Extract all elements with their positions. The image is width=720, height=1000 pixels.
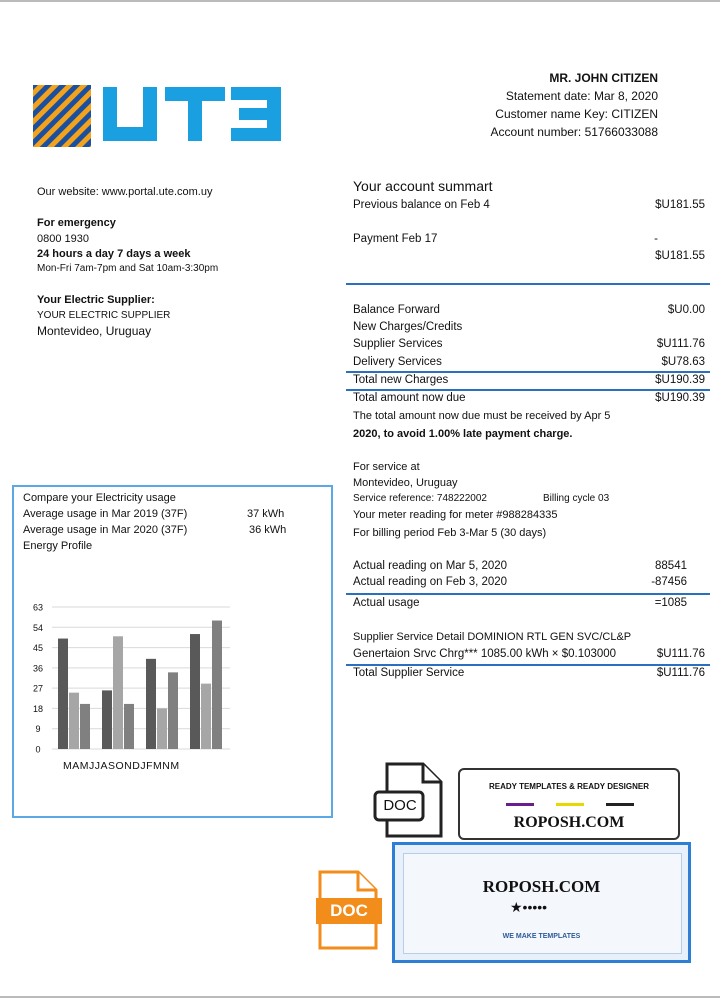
chart-y-tick-label: 18 <box>32 703 44 714</box>
supplier-detail-row <box>353 648 705 664</box>
stamp-site-top: ROPOSH.COM <box>513 814 625 831</box>
prev-balance-row <box>353 199 705 215</box>
service-reference: Service reference: 748222002 <box>353 493 487 504</box>
chart-bar <box>212 621 222 749</box>
actual-mar-value: 88541 <box>655 560 687 572</box>
total-new-row <box>353 374 705 390</box>
ute-logo <box>33 83 283 151</box>
supplier-detail-line-1: Supplier Service Detail DOMINION RTL GEN SVC/CL&P <box>353 631 632 643</box>
meter-reading: Your meter reading for meter #988284335 <box>353 509 558 521</box>
delivery-services-label: Delivery Services <box>353 356 442 368</box>
top-border <box>0 0 720 2</box>
customer-name: MR. JOHN CITIZEN <box>549 71 658 85</box>
total-due-row <box>353 392 705 408</box>
emergency-phone: 0800 1930 <box>37 233 89 245</box>
energy-profile-label: Energy Profile <box>23 540 93 552</box>
total-supplier-label: Total Supplier Service <box>353 667 465 679</box>
chart-y-tick-label: 0 <box>35 744 41 755</box>
payment-label: Payment Feb 17 <box>353 233 438 245</box>
chart-y-tick-label: 27 <box>32 683 44 694</box>
billing-cycle: Billing cycle 03 <box>543 493 610 504</box>
chart-y-tick-label: 63 <box>32 602 44 613</box>
customer-name-key: Customer name Key: CITIZEN <box>495 107 658 121</box>
website-line: Our website: www.portal.ute.com.uy <box>37 186 213 198</box>
actual-feb-label: Actual reading on Feb 3, 2020 <box>353 576 508 588</box>
prev-balance-label: Previous balance on Feb 4 <box>353 199 490 211</box>
stamp-site-bottom: ROPOSH.COM <box>482 877 601 896</box>
chart-bar <box>201 684 211 749</box>
usage-row1-label: Average usage in Mar 2019 (37F) <box>23 508 188 520</box>
doc-label-orange: DOC <box>330 901 368 920</box>
actual-usage-label: Actual usage <box>353 597 420 609</box>
payment-row <box>353 233 705 249</box>
supplier-name: YOUR ELECTRIC SUPPLIER <box>37 310 171 321</box>
total-supplier-value: $U111.76 <box>656 667 705 679</box>
energy-profile-chart <box>18 597 318 792</box>
chart-bar <box>113 636 123 749</box>
statement-date: Statement date: Mar 8, 2020 <box>505 89 658 103</box>
summary-title: Your account summart <box>353 178 493 194</box>
chart-y-tick-label: 54 <box>32 622 44 633</box>
chart-y-tick-label: 36 <box>32 663 44 674</box>
actual-feb-value: -87456 <box>651 576 687 588</box>
chart-bar <box>190 634 200 749</box>
supplier-detail-line-2: Genertaion Srvc Chrg*** 1085.00 kWh × $0.103000 <box>353 648 617 660</box>
actual-usage-row <box>353 597 705 613</box>
stamp-stars-icon: ★••••• <box>510 899 548 915</box>
new-charges-label: New Charges/Credits <box>353 321 463 333</box>
chart-bar <box>58 639 68 749</box>
for-service-at: For service at <box>353 461 420 473</box>
total-due-value: $U190.39 <box>655 392 705 404</box>
prev-balance-value: $U181.55 <box>655 199 705 211</box>
payment-value: $U181.55 <box>655 250 705 262</box>
billing-period: For billing period Feb 3-Mar 5 (30 days) <box>353 527 547 539</box>
balance-forward-value: $U0.00 <box>667 304 705 316</box>
delivery-services-row <box>353 356 705 372</box>
total-new-value: $U190.39 <box>655 374 705 386</box>
summary-divider <box>346 283 710 285</box>
doc-file-icon-dark <box>373 762 445 840</box>
template-stamp-bottom <box>392 842 691 963</box>
actual-mar-row <box>353 560 705 576</box>
chart-bar <box>102 690 112 749</box>
usage-title: Compare your Electricity usage <box>23 492 176 504</box>
total-new-label: Total new Charges <box>353 374 449 386</box>
chart-bar <box>69 693 79 749</box>
emergency-title: For emergency <box>37 217 116 229</box>
stamp-bar-yellow <box>556 803 584 806</box>
balance-forward-row <box>353 304 705 320</box>
supplier-city: Montevideo, Uruguay <box>37 324 152 338</box>
service-city: Montevideo, Uruguay <box>353 477 458 489</box>
usage-row2-value: 36 kWh <box>249 524 287 536</box>
template-stamp-top <box>458 768 680 840</box>
chart-x-tick-labels: MAMJJASONDJFMNM <box>63 760 180 772</box>
chart-bar <box>80 704 90 749</box>
stamp-tagline: WE MAKE TEMPLATES <box>502 933 581 940</box>
usage-divider <box>346 593 710 595</box>
chart-bar <box>157 708 167 749</box>
stamp-heading: READY TEMPLATES & READY DESIGNER <box>488 782 650 791</box>
payment-dash: - <box>654 233 658 245</box>
usage-row1-value: 37 kWh <box>247 508 285 520</box>
account-number: Account number: 51766033088 <box>490 125 658 139</box>
actual-feb-row <box>353 576 705 592</box>
doc-label-dark: DOC <box>383 797 417 814</box>
supplier-services-label: Supplier Services <box>353 338 443 350</box>
bottom-border <box>0 996 720 998</box>
total-due-label: Total amount now due <box>353 392 466 404</box>
supplier-divider <box>346 664 710 666</box>
due-note-2: 2020, to avoid 1.00% late payment charge. <box>353 428 573 440</box>
payment-value-row <box>353 250 705 266</box>
office-hours: Mon-Fri 7am-7pm and Sat 10am-3:30pm <box>37 263 219 274</box>
balance-forward-label: Balance Forward <box>353 304 440 316</box>
charges-divider <box>346 371 710 373</box>
chart-bar <box>124 704 134 749</box>
usage-comparison-box <box>12 485 333 818</box>
supplier-title: Your Electric Supplier: <box>37 294 155 306</box>
stamp-bar-black <box>606 803 634 806</box>
chart-y-tick-label: 9 <box>35 724 41 735</box>
supplier-detail-value: $U111.76 <box>656 648 705 660</box>
chart-bar <box>168 672 178 749</box>
due-note-1: The total amount now due must be received by Apr 5 <box>353 410 611 422</box>
ute-logo-graphic <box>33 83 283 151</box>
total-divider <box>346 389 710 391</box>
actual-usage-value: =1085 <box>654 597 687 609</box>
stamp-bar-purple <box>506 803 534 806</box>
delivery-services-value: $U78.63 <box>661 356 705 368</box>
total-supplier-row <box>353 667 705 683</box>
actual-mar-label: Actual reading on Mar 5, 2020 <box>353 560 508 572</box>
usage-row2-label: Average usage in Mar 2020 (37F) <box>23 524 188 536</box>
chart-bar <box>146 659 156 749</box>
emergency-hours: 24 hours a day 7 days a week <box>37 248 191 260</box>
new-charges-row <box>353 321 705 337</box>
chart-y-tick-label: 45 <box>32 643 44 654</box>
supplier-services-value: $U111.76 <box>656 338 705 350</box>
supplier-services-row <box>353 338 705 354</box>
doc-file-icon-orange <box>316 870 382 950</box>
